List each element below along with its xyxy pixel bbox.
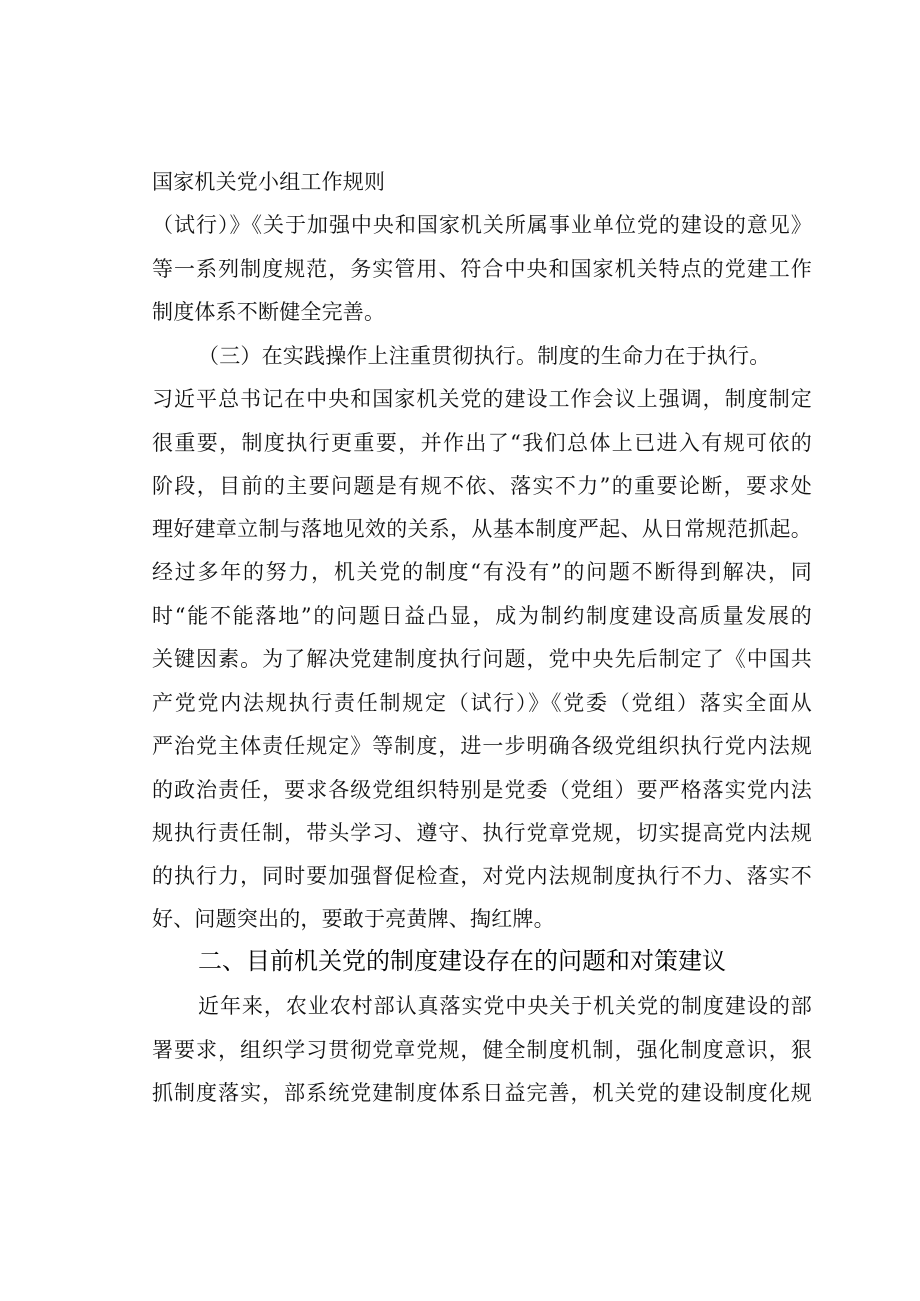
paragraph-2-line-6: 经过多年的努力，机关党的制度“有没有”的问题不断得到解决，同: [152, 560, 812, 584]
paragraph-2-line-12: 规执行责任制，带头学习、遵守、执行党章党规，切实提高党内法规: [152, 821, 812, 845]
paragraph-2-line-3: 很重要，制度执行更重要，并作出了“我们总体上已进入有规可依的: [152, 431, 812, 455]
paragraph-2-line-9: 产党党内法规执行责任制规定（试行）》《党委（党组）落实全面从: [152, 691, 812, 715]
paragraph-3-line-2: 署要求，组织学习贯彻党章党规，健全制度机制，强化制度意识，狠: [152, 1038, 812, 1062]
paragraph-3-line-3: 抓制度落实，部系统党建制度体系日益完善，机关党的建设制度化规: [152, 1081, 812, 1105]
paragraph-2-line-7: 时“能不能落地”的问题日益凸显，成为制约制度建设高质量发展的: [152, 604, 812, 628]
paragraph-2-line-10: 严治党主体责任规定》等制度，进一步明确各级党组织执行党内法规: [152, 734, 812, 758]
paragraph-1-line-1: （试行）》《关于加强中央和国家机关所属事业单位党的建设的意见》: [152, 213, 812, 237]
paragraph-2-line-14: 好、问题突出的，要敢于亮黄牌、掏红牌。: [152, 907, 555, 931]
paragraph-1-line-2: 等一系列制度规范，务实管用、符合中央和国家机关特点的党建工作: [152, 257, 812, 281]
paragraph-2-line-2: 习近平总书记在中央和国家机关党的建设工作会议上强调，制度制定: [152, 387, 812, 411]
text-line-top: 国家机关党小组工作规则: [152, 170, 386, 194]
paragraph-2-line-11: 的政治责任，要求各级党组织特别是党委（党组）要严格落实党内法: [152, 778, 812, 802]
paragraph-2-line-13: 的执行力，同时要加强督促检查，对党内法规制度执行不力、落实不: [152, 864, 812, 888]
paragraph-1-line-3: 制度体系不断健全完善。: [152, 300, 386, 324]
paragraph-2-line-8: 关键因素。为了解决党建制度执行问题，党中央先后制定了《中国共: [152, 647, 812, 671]
paragraph-2-line-5: 理好建章立制与落地见效的关系，从基本制度严起、从日常规范抓起。: [152, 517, 812, 541]
paragraph-3-line-1: 近年来，农业农村部认真落实党中央关于机关党的制度建设的部: [198, 994, 812, 1018]
paragraph-2-line-4: 阶段，目前的主要问题是有规不依、落实不力”的重要论断，要求处: [152, 474, 812, 498]
section-heading: 二、目前机关党的制度建设存在的问题和对策建议: [198, 947, 726, 975]
paragraph-2-line-1: （三）在实践操作上注重贯彻执行。制度的生命力在于执行。: [198, 344, 771, 368]
